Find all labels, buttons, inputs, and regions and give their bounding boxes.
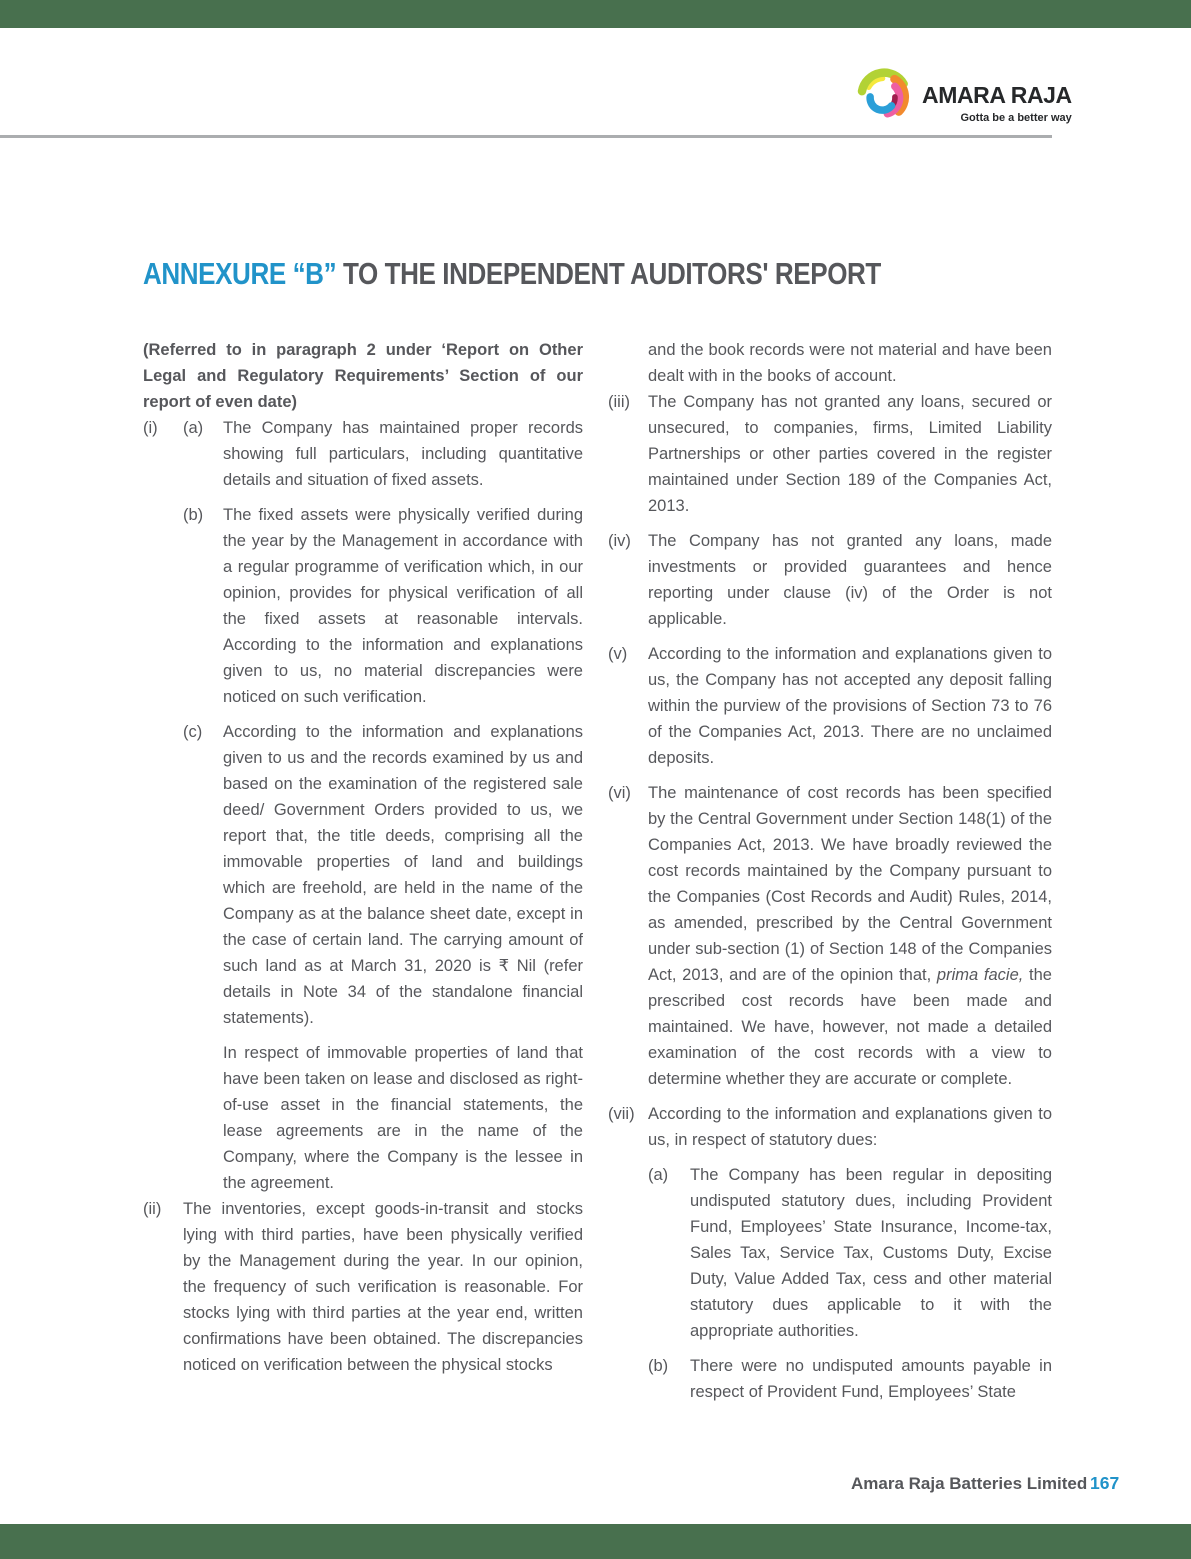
page-title-rest: TO THE INDEPENDENT AUDITORS' REPORT bbox=[342, 256, 881, 291]
list-item-text: The Company has been regular in depositing undisputed statutory dues, including Provident Fund, Employees’ State Insurance, Income-tax, Sales Tax, Service Tax, Customs Duty, Excise Duty, Value Added Tax, cess and other material statutory dues applicable to it with the appropriate authorities. bbox=[690, 1166, 1052, 1340]
list-item-vi bbox=[608, 780, 1052, 1092]
header-divider-line bbox=[0, 135, 1052, 138]
list-item-text: There were no undisputed amounts payable in respect of Provident Fund, Employees’ State bbox=[690, 1357, 1052, 1401]
list-item-text: The Company has not granted any loans, secured or unsecured, to companies, firms, Limited Liability Partnerships or other parties covered in the register maintained under Section 189 of the Companies Act, 2013. bbox=[648, 393, 1052, 515]
list-submarker: (c) bbox=[183, 723, 203, 741]
logo-text-block bbox=[922, 64, 1072, 124]
footer-page-number: 167 bbox=[1090, 1473, 1120, 1493]
list-item-vii bbox=[608, 1101, 1052, 1153]
list-submarker: (b) bbox=[648, 1357, 669, 1375]
list-item-text: According to the information and explanations given to us, the Company has not accepted any deposit falling within the purview of the provisions of Section 73 to 76 of the Companies Act, 2013. There are no unclaimed deposits. bbox=[648, 645, 1052, 767]
list-marker bbox=[608, 1353, 648, 1405]
list-submarker: (b) bbox=[183, 506, 204, 524]
list-item-iv bbox=[608, 528, 1052, 632]
page-title-highlight: ANNEXURE “B” bbox=[143, 256, 343, 291]
list-item-vii-b bbox=[608, 1353, 1052, 1405]
list-submarker: (a) bbox=[183, 419, 204, 437]
list-item-i-a bbox=[143, 415, 583, 493]
list-marker: (vii) bbox=[608, 1105, 635, 1123]
italic-text-segment: prima facie, bbox=[936, 966, 1024, 984]
two-column-text bbox=[143, 337, 1052, 1414]
list-item-i-c bbox=[143, 719, 583, 1031]
list-marker: (iii) bbox=[608, 393, 630, 411]
list-item-ii bbox=[143, 1196, 583, 1378]
logo-wordmark: AMARA RAJA bbox=[922, 82, 1072, 108]
list-marker: (ii) bbox=[143, 1200, 162, 1218]
list-item-text: According to the information and explanations given to us, in respect of statutory dues: bbox=[648, 1105, 1052, 1149]
list-item-text: The inventories, except goods-in-transit and stocks lying with third parties, have been physically verified by the Management during the year. In our opinion, the frequency of such verification is reasonable. For stocks lying with third parties at the year end, written confirmations have been obtained. The discrepancies noticed on verification between the physical stocks bbox=[183, 1200, 583, 1374]
intro-paragraph: (Referred to in paragraph 2 under ‘Report on Other Legal and Regulatory Requirements’ Section of our report of even date) bbox=[143, 341, 583, 411]
list-item-v bbox=[608, 641, 1052, 771]
left-column bbox=[143, 337, 583, 1414]
footer-company-name: Amara Raja Batteries Limited bbox=[851, 1474, 1088, 1493]
list-marker bbox=[143, 502, 183, 710]
list-marker bbox=[608, 1162, 648, 1344]
amara-raja-logo bbox=[856, 64, 1072, 130]
column-continuation-paragraph: and the book records were not material and have been dealt with in the books of account. bbox=[648, 341, 1052, 385]
list-item-iii bbox=[608, 389, 1052, 519]
continuation-paragraph: In respect of immovable properties of land that have been taken on lease and disclosed as right-of-use asset in the financial statements, the lease agreements are in the name of the Company, where the Company is the lessee in the agreement. bbox=[223, 1044, 583, 1192]
list-marker: (iv) bbox=[608, 532, 631, 550]
list-marker bbox=[143, 719, 183, 1031]
list-marker: (i) bbox=[143, 419, 158, 437]
list-item-i-b bbox=[143, 502, 583, 710]
list-item-text: The Company has not granted any loans, made investments or provided guarantees and hence reporting under clause (iv) of the Order is not applicable. bbox=[648, 532, 1052, 628]
amara-raja-swirl-icon bbox=[856, 64, 916, 130]
top-border-band bbox=[0, 0, 1191, 28]
list-marker: (vi) bbox=[608, 784, 631, 802]
bottom-border-band bbox=[0, 1524, 1191, 1559]
list-marker: (v) bbox=[608, 645, 628, 663]
right-column bbox=[608, 337, 1052, 1414]
list-item-vii-a bbox=[608, 1162, 1052, 1344]
text-segment: The maintenance of cost records has been specified by the Central Government under Section 148(1) of the Companies Act, 2013. We have broadly reviewed the cost records maintained by the Company pursuant to the Companies (Cost Records and Audit) Rules, 2014, as amended, prescribed by the Central Government under sub-section (1) of Section 148 of the Companies Act, 2013, and are of the opinion that, bbox=[648, 784, 1052, 984]
logo-tagline: Gotta be a better way bbox=[960, 112, 1072, 124]
list-item-text: The Company has maintained proper records showing full particulars, including quantitative details and situation of fixed assets. bbox=[223, 419, 583, 489]
list-item-text bbox=[648, 780, 1052, 1092]
page-title bbox=[143, 256, 881, 292]
list-item-text: According to the information and explanations given to us and the records examined by us and based on the examination of the registered sale deed/ Government Orders provided to us, we report that, the title deeds, comprising all the immovable properties of land and buildings which are freehold, are held in the name of the Company as at the balance sheet date, except in the case of certain land. The carrying amount of such land as at March 31, 2020 is ₹ Nil (refer details in Note 34 of the standalone financial statements). bbox=[223, 723, 583, 1027]
list-item-text: The fixed assets were physically verified during the year by the Management in accordance with a regular programme of verification which, in our opinion, provides for physical verification of all the fixed assets at reasonable intervals. According to the information and explanations given to us, no material discrepancies were noticed on such verification. bbox=[223, 506, 583, 706]
text-segment: the prescribed cost records have been made and maintained. We have, however, not made a detailed examination of the cost records with a view to determine whether they are accurate or complete. bbox=[648, 966, 1052, 1088]
list-submarker: (a) bbox=[648, 1166, 669, 1184]
